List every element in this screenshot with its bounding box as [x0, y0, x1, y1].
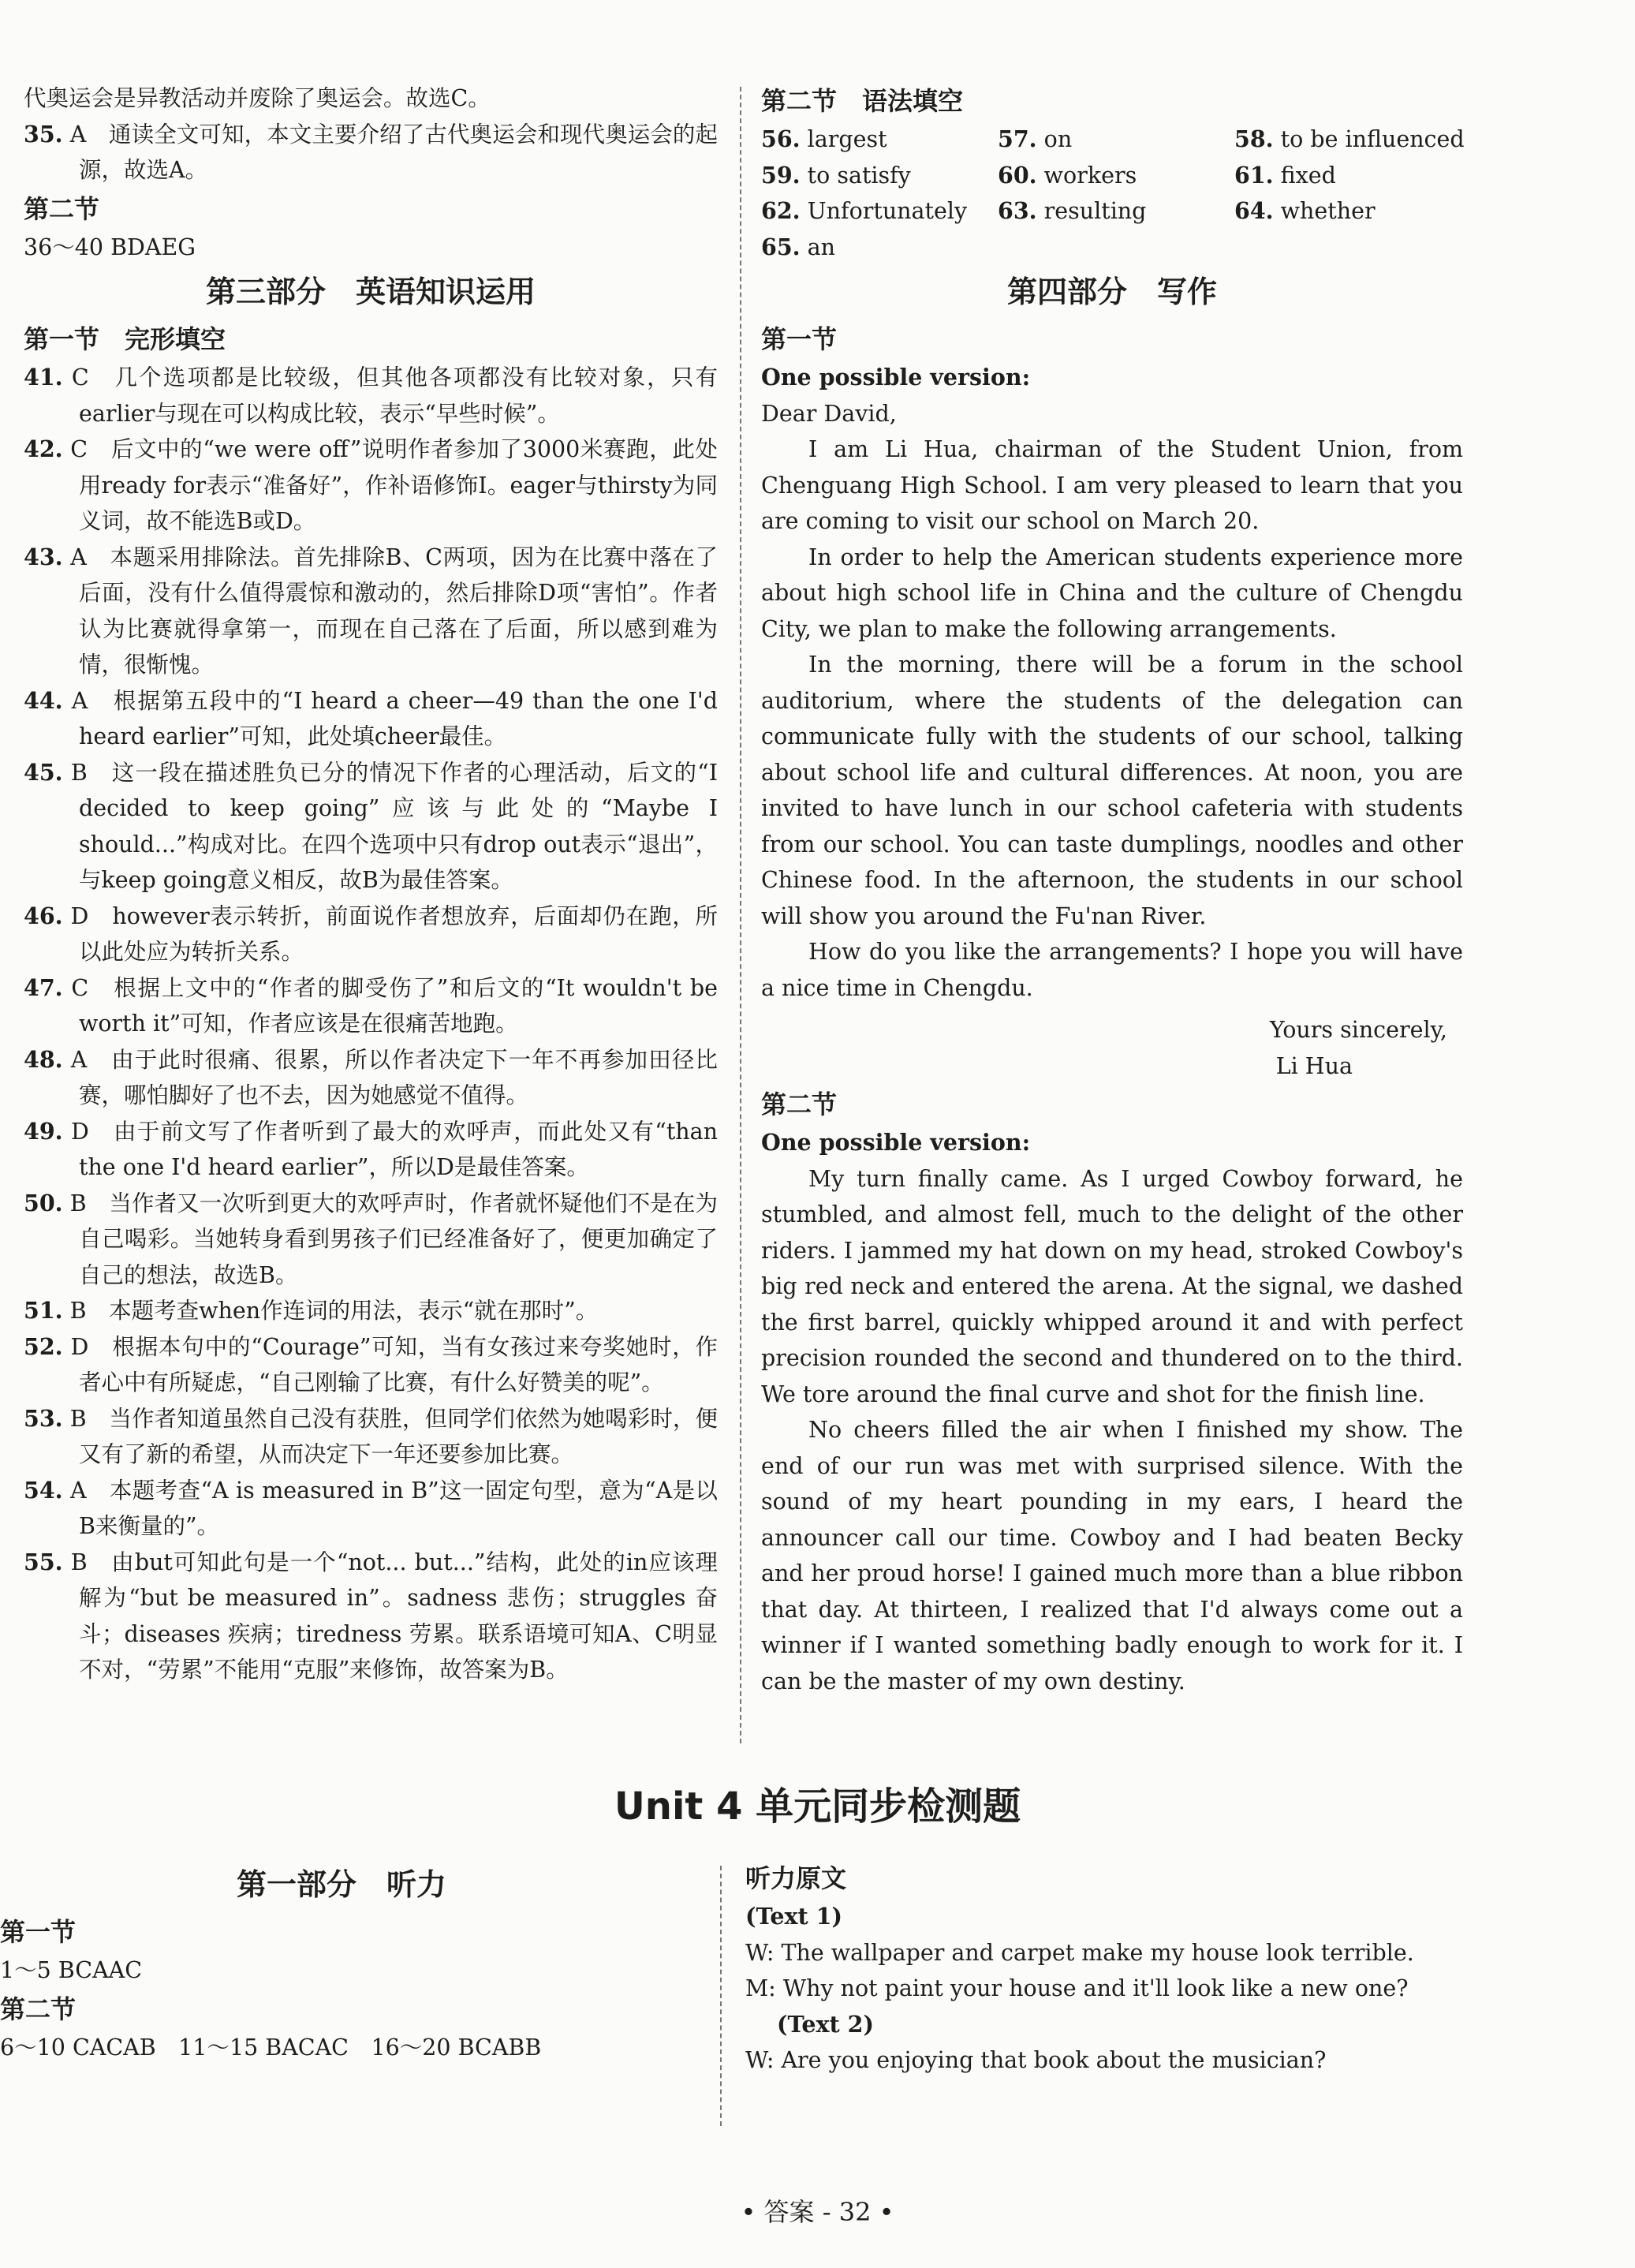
answer-item: 48. A 由于此时很痛、很累，所以作者决定下一年不再参加田径比赛，哪怕脚好了也不去，因为她感觉不值得。 — [24, 1045, 718, 1108]
left-column — [24, 80, 718, 1688]
grammar-answer: 64. whether — [1234, 197, 1376, 224]
answer-item: 49. D 由于前文写了作者听到了最大的欢呼声，而此处又有“than the one I'd heard earlier”，所以D是最佳答案。 — [24, 1117, 719, 1180]
cloze-answer-list — [24, 360, 718, 1688]
part-title: 第三部分 英语知识运用 — [205, 275, 536, 309]
unit-title: Unit 4 单元同步检测题 — [614, 1784, 1021, 1829]
grammar-answer: 62. Unfortunately — [761, 197, 968, 224]
transcript-line: M: Why not paint your house and it'll look like a new one? — [745, 1975, 1409, 2001]
grammar-answer: 61. fixed — [1234, 161, 1336, 189]
answer-line: 1～5 BCAAC — [0, 1957, 143, 1983]
answer-item: 54. A 本题考查“A is measured in B”这一固定句型，意为“A是以B来衡量的”。 — [24, 1476, 718, 1539]
story-paragraph: My turn finally came. As I urged Cowboy forward, he stumbled, and almost fell, much to the delight of the other riders. I jammed my hat down on my head, stroked Cowboy's big red neck and entered the arena. At the signal, we dashed the first barrel, quickly whipped around it and with perfect precision rounded the second and thundered on to the third. We tore around the final curve and shot for the finish line. — [761, 1165, 1463, 1407]
grammar-answer: 58. to be influenced — [1234, 125, 1465, 152]
answer-item: 51. B 本题考查when作连词的用法，表示“就在那时”。 — [24, 1297, 599, 1324]
answer-item: 42. C 后文中的“we were off”说明作者参加了3000米赛跑，此处用ready for表示“准备好”，作补语修饰I。eager与thirsty为同义词，故不能选B或D。 — [24, 435, 718, 534]
right-column — [761, 80, 1463, 1699]
grammar-answer-grid — [761, 121, 1463, 265]
grammar-answer: 57. on — [998, 125, 1073, 152]
column-divider — [740, 87, 741, 1743]
answer-item: 55. B 由but可知此句是一个“not... but...”结构，此处的in应该理解为“but be measured in”。sadness 悲伤；struggles 奋斗；diseases 疾病；tiredness 劳累。联系语境可知A、C明显不对，“劳累”不能用“克服”来修饰，故答案为B。 — [24, 1548, 719, 1683]
transcript-line: W: Are you enjoying that book about the musician? — [745, 2047, 1327, 2073]
letter-greeting: Dear David, — [761, 400, 897, 427]
section-title: 第一节 — [0, 1917, 77, 1947]
part-title: 第四部分 写作 — [1006, 275, 1217, 309]
listening-transcript — [745, 1858, 1471, 2079]
letter-paragraph: In order to help the American students experience more about high school life in China and the culture of Chengdu City, we plan to make the following arrangements. — [761, 544, 1463, 642]
section-title: 第二节 — [24, 193, 100, 224]
version-label: One possible version: — [761, 1129, 1031, 1156]
answer-item: 44. A 根据第五段中的“I heard a cheer—49 than the one I'd heard earlier”可知，此处填cheer最佳。 — [24, 686, 718, 749]
section-title: 第一节 完形填空 — [24, 324, 226, 354]
section-title: 第二节 — [761, 1089, 838, 1119]
text-label: (Text 2) — [777, 2010, 874, 2038]
answer-item: 53. B 当作者知道虽然自己没有获胜，但同学们依然为她喝彩时，便又有了新的希望，从而决定下一年还要参加比赛。 — [24, 1404, 719, 1467]
answer-item: 47. C 根据上文中的“作者的脚受伤了”和后文的“It wouldn't be worth it”可知，作者应该是在很痛苦地跑。 — [24, 973, 718, 1037]
answer-item: 41. C 几个选项都是比较级，但其他各项都没有比较对象，只有earlier与现在可以构成比较，表示“早些时候”。 — [24, 364, 718, 427]
letter-closing: Yours sincerely, — [1269, 1017, 1447, 1043]
column-divider — [720, 1866, 722, 2126]
part-title: 第一部分 听力 — [237, 1867, 447, 1902]
grammar-answer: 56. largest — [761, 125, 887, 152]
page-footer: • 答案 - 32 • — [741, 2197, 894, 2227]
grammar-answer: 59. to satisfy — [761, 161, 911, 189]
grammar-answer: 63. resulting — [998, 197, 1147, 224]
section-title: 第二节 语法填空 — [761, 86, 964, 116]
grammar-answer: 60. workers — [998, 161, 1137, 189]
transcript-title: 听力原文 — [745, 1863, 847, 1893]
section-title: 第二节 — [0, 1993, 77, 2024]
letter-paragraph: In the morning, there will be a forum in the school auditorium, where the students of the delegation can communicate fully with the students of our school, talking about school life and cultural differences. At noon, you are invited to have lunch in our school cafeteria with students from our school. You can taste dumplings, noodles and other Chinese food. In the afternoon, the students in our school will show you around the Fu'nan River. — [761, 652, 1463, 929]
answer-item-35: 35. A 通读全文可知，本文主要介绍了古代奥运会和现代奥运会的起源，故选A。 — [24, 120, 718, 183]
version-label: One possible version: — [761, 364, 1031, 390]
answer-item: 45. B 这一段在描述胜负已分的情况下作者的心理活动，后文的“I decided to keep going”应该与此处的“Maybe I should...”构成对比。在四个选项中只有drop out表示“退出”，与keep going意义相反，故B为最佳答案。 — [24, 758, 718, 893]
answer-line: 36～40 BDAEG — [24, 234, 196, 260]
text-label: (Text 1) — [745, 1903, 842, 1930]
listening-answers — [0, 1858, 710, 2065]
answer-item: 50. B 当作者又一次听到更大的欢呼声时，作者就怀疑他们不是在为自己喝彩。当她转身看到男孩子们已经准备好了，便更加确定了自己的想法，故选B。 — [24, 1189, 719, 1288]
letter-paragraph: How do you like the arrangements? I hope you will have a nice time in Chengdu. — [761, 939, 1463, 1001]
answer-item: 52. D 根据本句中的“Courage”可知，当有女孩过来夸奖她时，作者心中有所疑虑，“自己刚输了比赛，有什么好赞美的呢”。 — [24, 1332, 718, 1396]
letter-signature: Li Hua — [1275, 1052, 1353, 1079]
story-paragraph: No cheers filled the air when I finished my show. The end of our run was met with surprised silence. With the sound of my heart pounding in my ears, I heard the announcer call our time. Cowboy and I had beaten Becky and her proud horse! I gained much more than a blue ribbon that day. At thirteen, I realized that I'd always come out a winner if I wanted something badly enough to work for it. I can be the master of my own destiny. — [761, 1417, 1463, 1694]
letter-paragraph: I am Li Hua, chairman of the Student Union, from Chenguang High School. I am very pleased to learn that you are coming to visit our school on March 20. — [761, 436, 1463, 534]
answer-line: 6～10 CACAB 11～15 BACAC 16～20 BCABB — [0, 2034, 542, 2061]
transcript-line: W: The wallpaper and carpet make my house look terrible. — [745, 1939, 1414, 1966]
answer-item: 43. A 本题采用排除法。首先排除B、C两项，因为在比赛中落在了后面，没有什么值得震惊和激动的，然后排除D项“害怕”。作者认为比赛就得拿第一，而现在自己落在了后面，所以感到难为情，很惭愧。 — [24, 543, 718, 678]
answer-item: 46. D however表示转折，前面说作者想放弃，后面却仍在跑，所以此处应为转折关系。 — [24, 902, 719, 965]
section-title: 第一节 — [761, 324, 838, 354]
intro-line: 代奥运会是异教活动并废除了奥运会。故选C。 — [24, 85, 491, 111]
grammar-answer: 65. an — [761, 233, 836, 260]
